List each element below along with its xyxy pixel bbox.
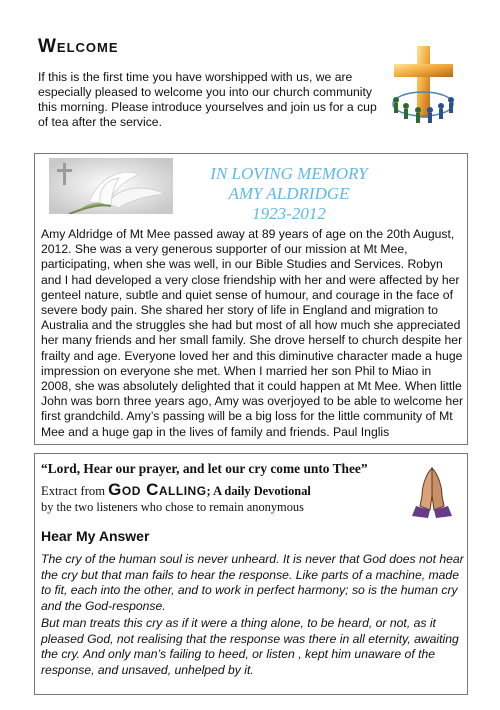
extract-prefix: Extract from	[41, 484, 109, 498]
memorial-heading	[175, 164, 403, 224]
memorial-years: 1923-2012	[252, 204, 326, 223]
memorial-heading-line1: IN LOVING MEMORY	[210, 164, 368, 183]
praying-hands-icon	[410, 466, 454, 518]
lily-flower-with-cross-icon	[49, 158, 173, 214]
devotional-paragraph-2: But man treats this cry as if it were a thing alone, to be heard, or not, as it pleased God, not realising that the response was there in all eternity, awaiting the cry. And only man’s failing to heed, or listen , kept him unaware of the response, and unsaved, unhelped by it.	[41, 616, 459, 677]
welcome-heading: Welcome	[38, 36, 119, 57]
extract-line	[41, 480, 311, 500]
memorial-text: Amy Aldridge of Mt Mee passed away at 89 years of age on the 20th August, 2012. She was a very generous supporter of our mission at Mt Mee, participating, when she was well, in our Bible Studies and Services. Robyn and I had developed a very close friendship with her and were affected by her genteel nature, subtle and quiet sense of humour, and courage in the face of severe body pain. She shared her story of life in England and migration to Australia and the struggles she had but most of all how much she appreciated her many friends and her small family. She drove herself to church despite her frailty and age. Everyone loved her and this diminutive character made a huge impression on everyone she met. When I married her son Phil to Miao in 2008, she was absolutely delighted that it could happen at Mt Mee. When little John was born three years ago, Amy was overjoyed to be able to welcome her first grandchild. Amy’s passing will be a big loss for the little community of Mt Mee and a huge gap in the lives of family and friends. Paul Inglis	[41, 227, 464, 439]
memorial-notice	[34, 153, 468, 445]
devotional-paragraph-1: The cry of the human soul is never unheard. It is never that God does not hear the cry but that man fails to hear the response. Like parts of a machine, made to fit, each into the other, and to work in perfect harmony; so is the human cry and the God-response.	[41, 552, 464, 613]
book-subtitle: ; A daily Devotional	[206, 484, 311, 498]
attribution-line: by the two listeners who chose to remain anonymous	[41, 500, 304, 514]
memorial-heading-line2: AMY ALDRIDGE	[228, 184, 350, 203]
prayer-quote: “Lord, Hear our prayer, and let our cry come unto Thee”	[41, 461, 368, 476]
devotional-box	[34, 453, 468, 695]
cross-with-people-icon	[384, 44, 462, 128]
devotional-heading: Hear My Answer	[41, 528, 150, 544]
book-title: God Calling	[108, 480, 207, 499]
welcome-text: If this is the first time you have worshipped with us, we are especially pleased to welcome you into our church community this morning. Please introduce yourselves and join us for a cup of tea after the service.	[38, 70, 377, 129]
